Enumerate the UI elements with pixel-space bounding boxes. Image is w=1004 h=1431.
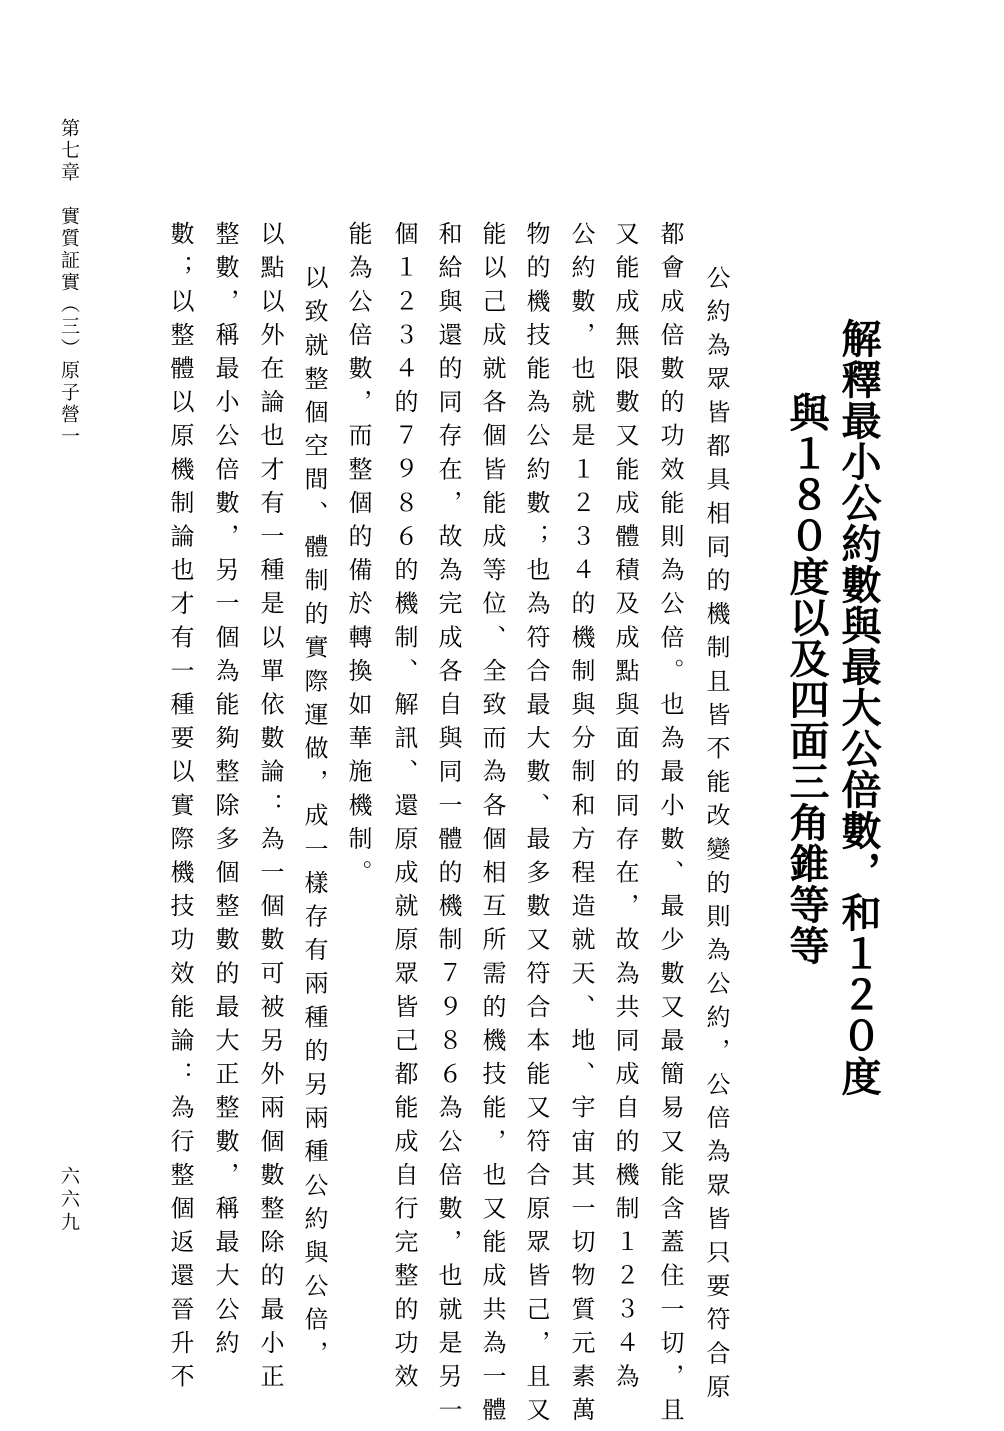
body-line: 又能成無限數又能成體積及成點與面的同存在，故為共同成自的機制１２３４為 <box>611 221 639 1397</box>
body-line: 以點以外在論也才有一種是以單依數論：為一個數可被另外兩個數整除的最小正 <box>256 221 284 1397</box>
body-line: 能以己成就各個皆能成等位、全致而為各個相互所需的機技能，也又能成共為一體 <box>478 221 506 1431</box>
page-number: 六六九 <box>58 1166 80 1235</box>
body-line: 公約數，也就是１２３４的機制與分制和方程造就天、地、宇宙其一切物質元素萬 <box>567 221 595 1431</box>
title-line-2: 與１８０度以及四面三角錐等等 <box>783 392 830 966</box>
body-line: 能為公倍數，而整個的備於轉換如華施機制。 <box>344 221 372 893</box>
body-line: 都會成倍數的功效能則為公倍。也為最小數、最少數又最簡易又能含蓋住一切，且 <box>656 221 684 1431</box>
body-line: 物的機技能為公約數；也為符合最大數、最多數又符合本能又符合原眾皆己，且又 <box>522 221 550 1431</box>
body-line: 數；以整體以原機制論也才有一種要以實際機技功效能論：為行整個返還晉升不 <box>166 221 194 1397</box>
title-line-1: 解釋最小公約數與最大公倍數，和１２０度 <box>835 318 882 1097</box>
body-line: 整數，稱最小公倍數，另一個為能夠整除多個整數的最大正整數，稱最大公約 <box>211 221 239 1364</box>
body-line: 公約為眾皆都具相同的機制且皆不能改變的則為公約，公倍為眾皆只要符合原 <box>702 265 730 1408</box>
body-line: 和給與還的同存在，故為完成各自與同一體的機制７９８６為公倍數，也就是另一 <box>434 221 462 1431</box>
body-line: 以致就整個空間、體制的實際運做，成一樣存有兩種的另兩種公約與公倍， <box>300 265 328 1374</box>
running-head: 第七章 實質証實（三）原子營一 <box>58 118 80 448</box>
body-line: 個１２３４的７９８６的機制、解訊、還原成就原眾皆己都能成自行完整的功效 <box>390 221 418 1397</box>
